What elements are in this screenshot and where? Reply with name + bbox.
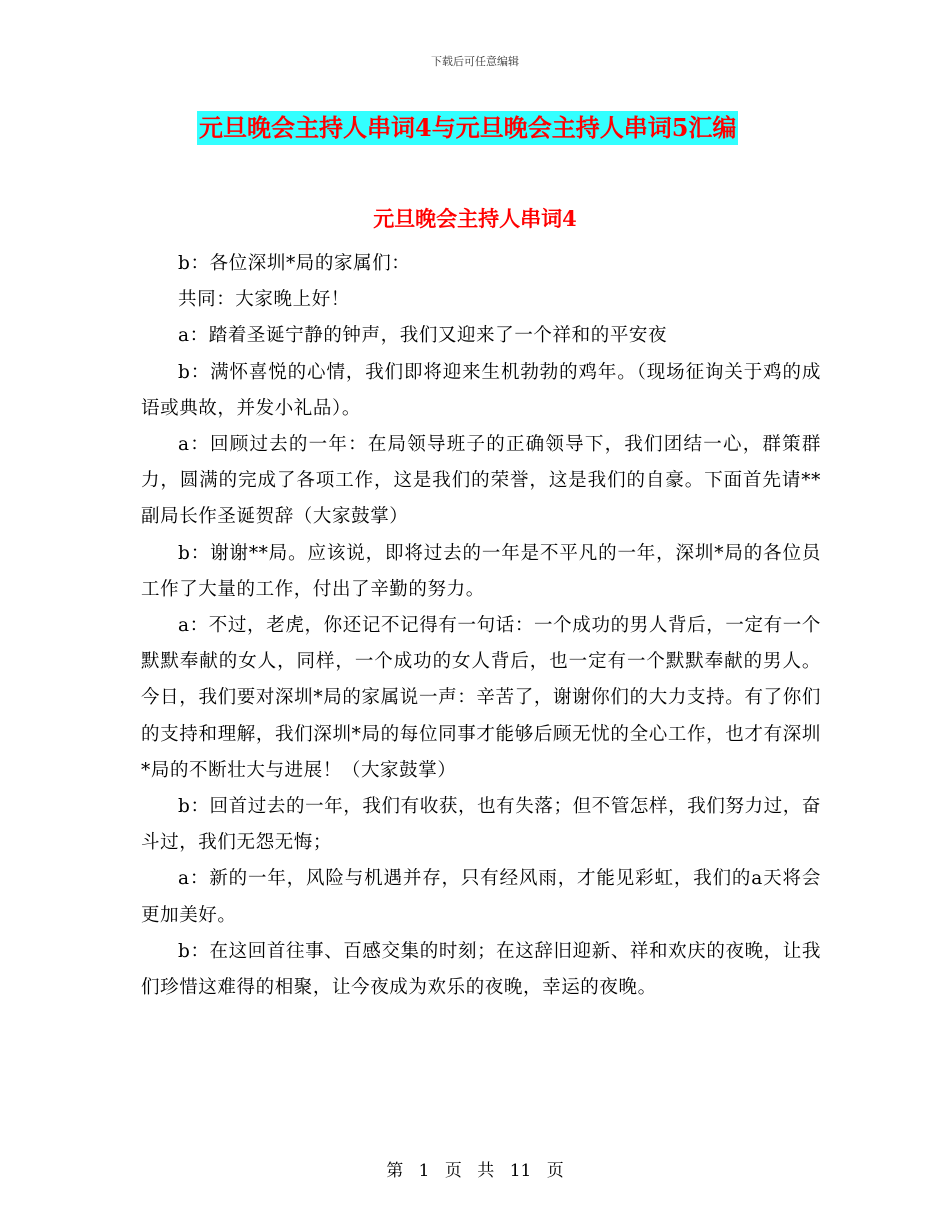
page-number: 1 [418,1161,430,1181]
total-pages: 11 [509,1161,532,1181]
page-label-suffix: 页 [546,1161,564,1181]
section-title: 元旦晚会主持人串词4 [373,206,577,231]
total-label: 共 [477,1161,495,1181]
document-main-title: 元旦晚会主持人串词4与元旦晚会主持人串词5汇编 [197,111,738,145]
document-body [141,246,821,1006]
paragraph: b：谢谢**局。应该说，即将过去的一年是不平凡的一年，深圳*局的各位员工作了大量的工作，付出了辛勤的努力。 [141,542,821,600]
paragraph: b：各位深圳*局的家属们： [178,253,411,274]
paragraph: a：踏着圣诞宁静的钟声，我们又迎来了一个祥和的平安夜 [178,325,668,347]
paragraph: b：满怀喜悦的心情，我们即将迎来生机勃勃的鸡年。（现场征询关于鸡的成语或典故，并发小礼品）。 [141,361,821,419]
page-footer [0,1156,950,1181]
paragraph: b：在这回首往事、百感交集的时刻；在这辞旧迎新、祥和欢庆的夜晚，让我们珍惜这难得的相聚，让今夜成为欢乐的夜晚，幸运的夜晚。 [141,940,821,999]
page-label-prefix: 第 [386,1161,404,1181]
header-note: 下载后可任意编辑 [431,55,519,68]
paragraph: a：回顾过去的一年：在局领导班子的正确领导下，我们团结一心，群策群力，圆满的完成了各项工作，这是我们的荣誉，这是我们的自豪。下面首先请**副局长作圣诞贺辞（大家鼓掌） [141,434,821,528]
paragraph: a：不过，老虎，你还记不记得有一句话：一个成功的男人背后，一定有一个默默奉献的女人，同样，一个成功的女人背后，也一定有一个默默奉献的男人。今日，我们要对深圳*局的家属说一声：辛苦了，谢谢你们的大力支持。有了你们的支持和理解，我们深圳*局的每位同事才能够后顾无忧的全心工作，也才有深圳*局的不断壮大与进展！（大家鼓掌） [141,615,821,781]
paragraph: 共同：大家晚上好！ [178,289,350,311]
paragraph: b：回首过去的一年，我们有收获，也有失落；但不管怎样，我们努力过，奋斗过，我们无怨无悔； [141,796,821,854]
paragraph: a：新的一年，风险与机遇并存，只有经风雨，才能见彩虹，我们的a天将会更加美好。 [141,868,821,926]
page-label-mid: 页 [444,1161,462,1181]
